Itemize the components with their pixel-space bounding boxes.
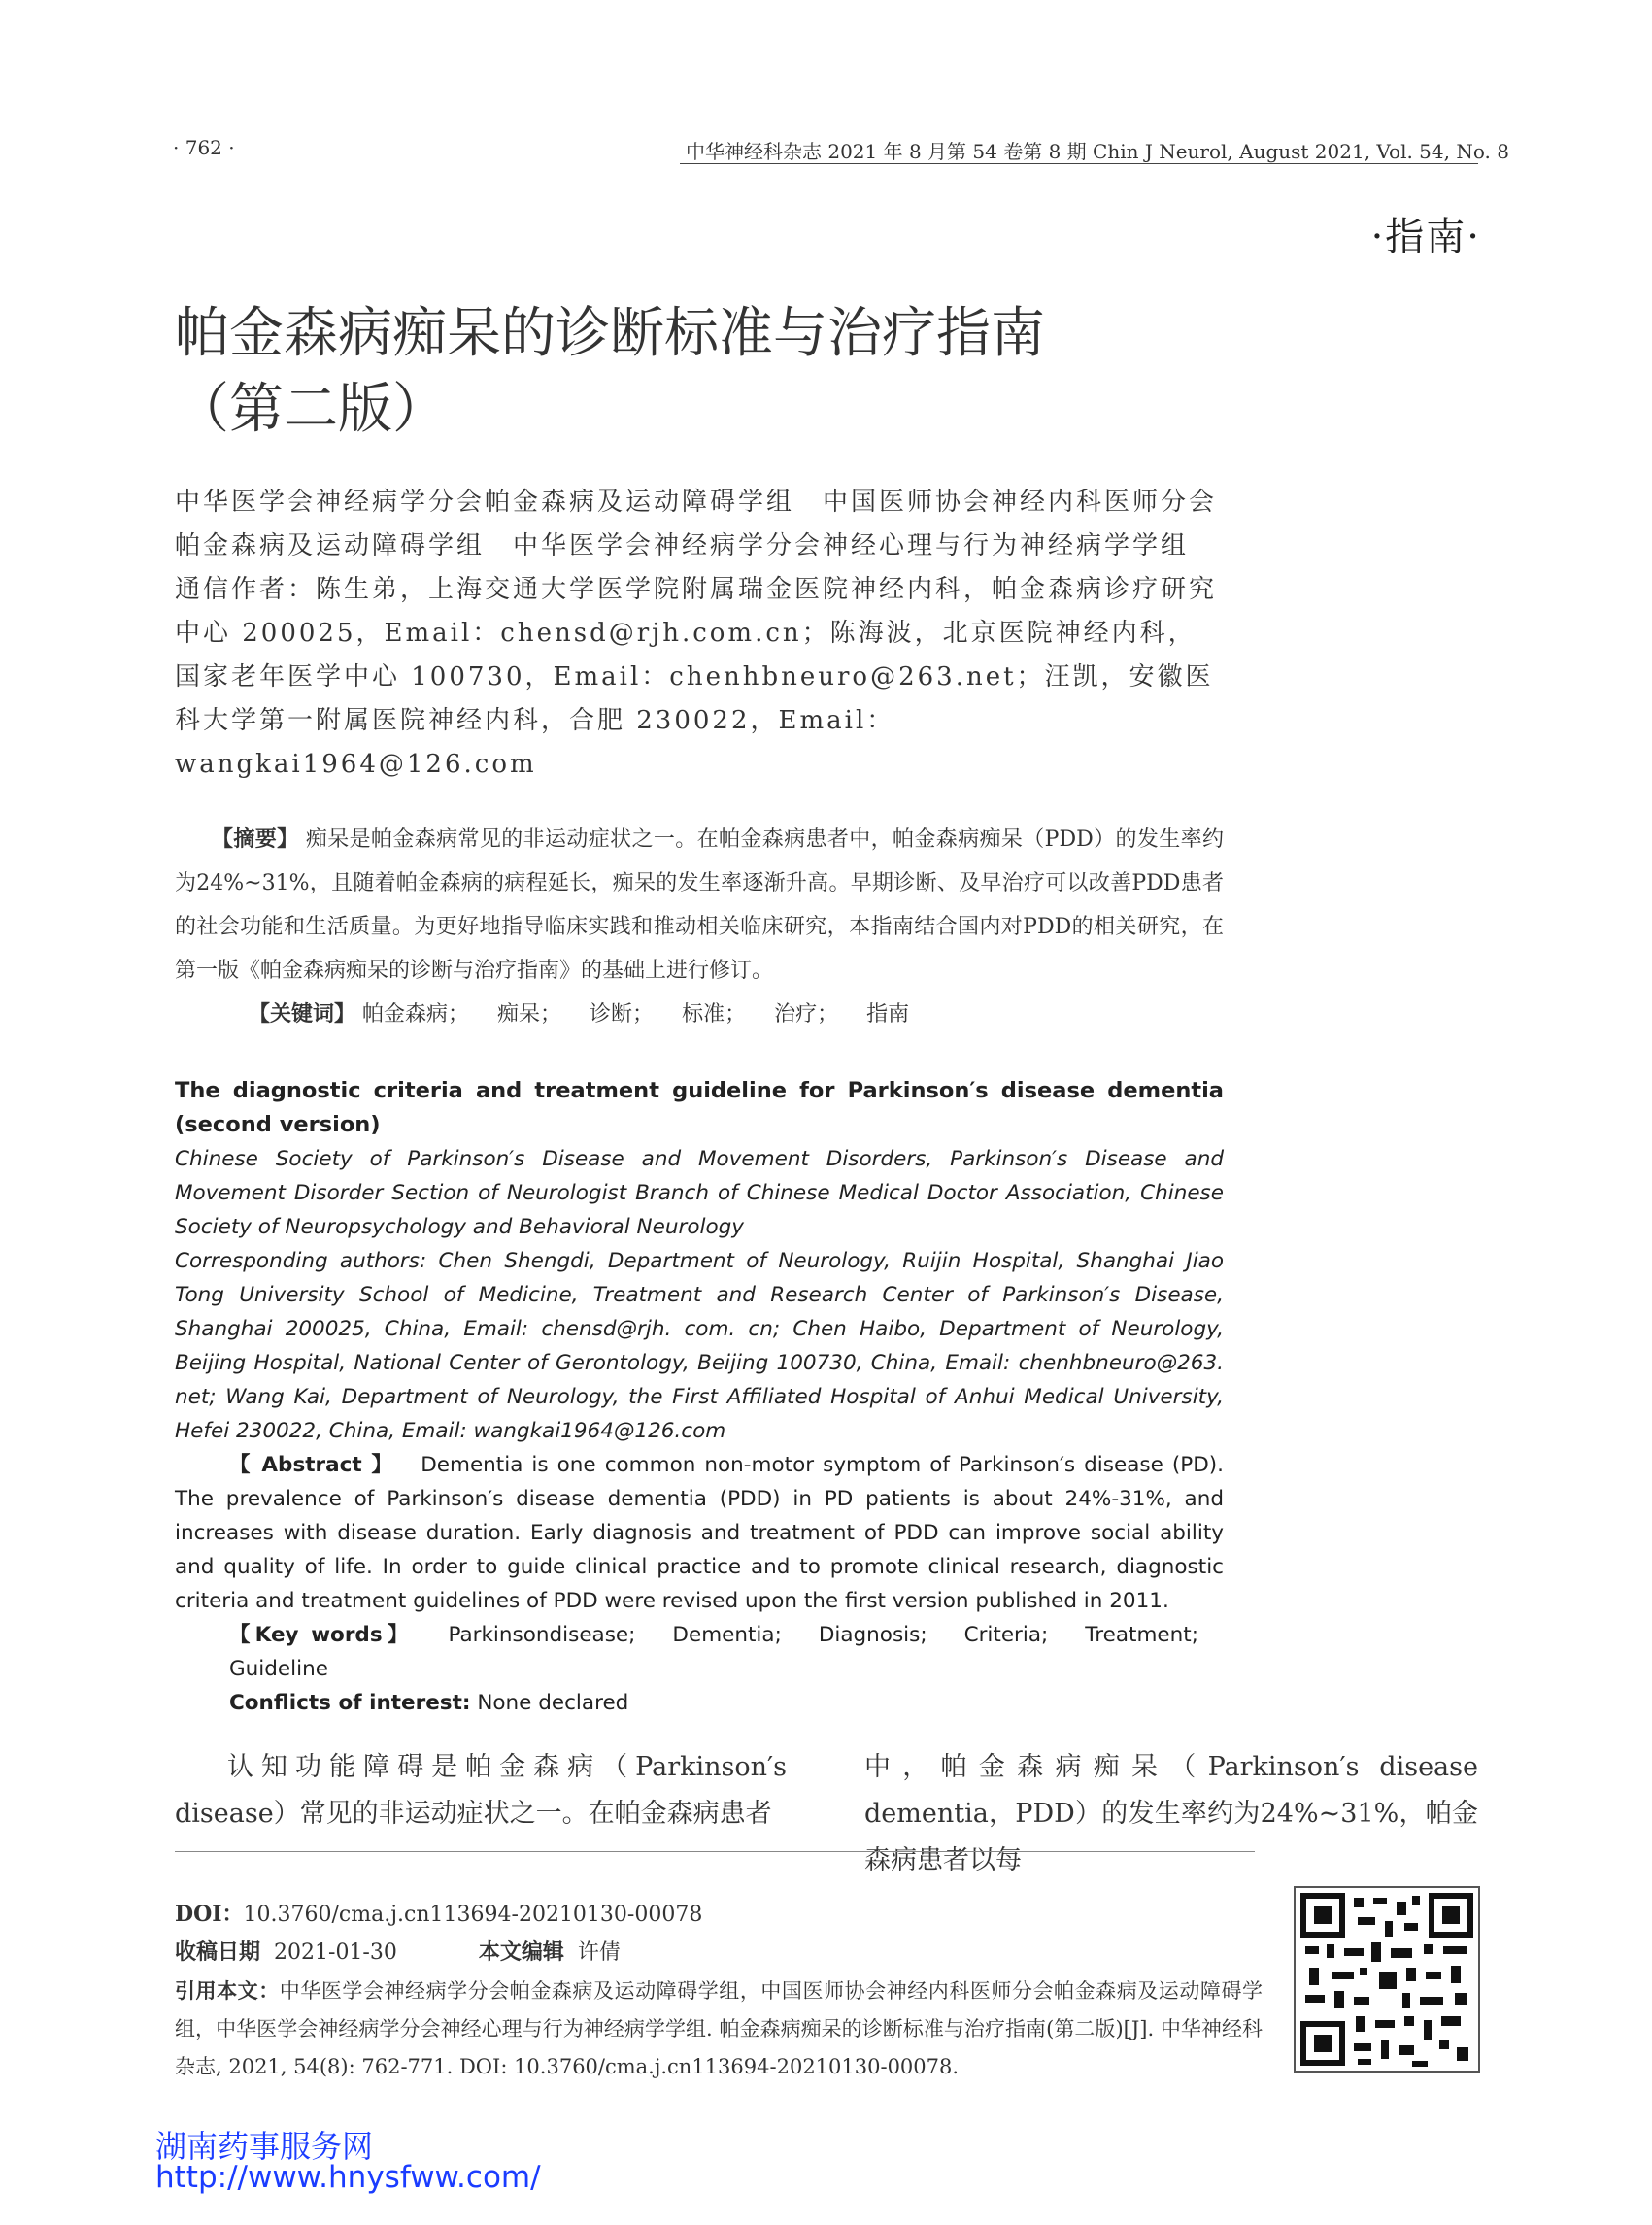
received-line (175, 1934, 1253, 1972)
english-abstract-label: 【 Abstract 】 (229, 1453, 395, 1477)
english-correspondence: Corresponding authors: Chen Shengdi, Department of Neurology, Ruijin Hospital, Shanghai Jiao Tong University School of Medicine, Treatment and Research Center of Parkinson′s Disease, Shanghai 200025, China, Email: chensd@rjh. com. cn; Chen Haibo, Department of Neurology, Beijing Hospital, National Center of Gerontology, Beijing 100730, China, Email: chenhbneuro@263. net; Wang Kai, Department of Neurology, the First Affiliated Hospital of Anhui Medical University, Hefei 230022, China, Email: wangkai1964@126.com (175, 1249, 1224, 1443)
keyword-cn: 标准； (682, 1002, 747, 1027)
page-number: · 762 · (173, 136, 235, 159)
qr-code-icon (1296, 1888, 1478, 2071)
footnote-rule (175, 1851, 1255, 1852)
journal-header: 中华神经科杂志 2021 年 8 月第 54 卷第 8 期 Chin J Neurol, August 2021, Vol. 54, No. 8 (686, 140, 1509, 163)
keywords-cn-label: 【关键词】 (249, 1001, 356, 1027)
keywords-cn (175, 993, 1224, 1036)
english-orgs: Chinese Society of Parkinson′s Disease and Movement Disorders, Parkinson′s Disease and Movement Disorder Section of Neurologist Branch of Chinese Medical Doctor Association, Chinese Society of Neuropsychology and Behavioral Neurology (175, 1147, 1224, 1239)
cite-text: 中华医学会神经病学分会帕金森病及运动障碍学组，中国医师协会神经内科医师分会帕金森病及运动障碍学组，中华医学会神经病学分会神经心理与行为神经病学学组. 帕金森病痴呆的诊断标准与治疗指南(第二版)[J]. 中华神经科杂志, 2021, 54(8): 762-771. DOI: 10.3760/cma.j.cn113694-20210130-00078. (175, 1979, 1264, 2078)
abstract-cn (175, 818, 1224, 1036)
keyword-cn: 治疗； (774, 1002, 839, 1027)
abstract-cn-label: 【摘要】 (212, 826, 299, 852)
english-keywords (175, 1618, 1224, 1686)
keyword-cn: 帕金森病； (362, 1002, 470, 1027)
conflicts-label: Conflicts of interest: (229, 1691, 471, 1715)
doi-value: 10.3760/cma.j.cn113694-20210130-00078 (243, 1903, 703, 1927)
keyword-cn: 诊断； (590, 1002, 655, 1027)
title-line-2: （第二版） (175, 378, 447, 441)
body-column-2: 中，帕金森病痴呆（Parkinson′s disease dementia，PDD）的发生率约为24%~31%，帕金森病患者以每 (864, 1752, 1478, 1875)
watermark-url[interactable]: http://www.hnysfww.com/ (155, 2160, 541, 2195)
doi-line (175, 1896, 1253, 1934)
author-orgs: 中华医学会神经病学分会帕金森病及运动障碍学组 中国医师协会神经内科医师分会帕金森病及运动障碍学组 中华医学会神经病学分会神经心理与行为神经病学学组 (175, 488, 1218, 560)
qr-code[interactable] (1294, 1886, 1480, 2073)
doi-label: DOI： (175, 1902, 244, 1927)
cite-label: 引用本文： (175, 1978, 280, 2003)
body-column-1: 认知功能障碍是帕金森病（Parkinson′s disease）常见的非运动症状之一。在帕金森病患者 (175, 1752, 787, 1829)
citation (175, 1972, 1263, 2086)
section-tag: ·指南· (1370, 215, 1481, 259)
english-abstract-text: Dementia is one common non-motor symptom of Parkinson′s disease (PD). The prevalence of Parkinson′s disease dementia (PDD) in PD patients is about 24%-31%, and increases with disease duration. Early diagnosis and treatment of PDD can improve social ability and quality of life. In order to guide clinical practice and to promote clinical research, diagnostic criteria and treatment guidelines of PDD were revised upon the first version published in 2011. (175, 1453, 1224, 1613)
keyword-en: Treatment; (1085, 1623, 1198, 1647)
keyword-en: Parkinsondisease; (448, 1623, 636, 1647)
abstract-cn-text: 痴呆是帕金森病常见的非运动症状之一。在帕金森病患者中，帕金森病痴呆（PDD）的发生率约为24%~31%，且随着帕金森病的病程延长，痴呆的发生率逐渐升高。早期诊断、及早治疗可以改善PDD患者的社会功能和生活质量。为更好地指导临床实践和推动相关临床研究，本指南结合国内对PDD的相关研究，在第一版《帕金森病痴呆的诊断与治疗指南》的基础上进行修订。 (175, 827, 1224, 983)
keyword-cn: 痴呆； (497, 1002, 562, 1027)
keyword-en: Diagnosis; (818, 1623, 927, 1647)
conflicts-line (175, 1686, 1224, 1720)
correspondence: 通信作者：陈生弟，上海交通大学医学院附属瑞金医院神经内科，帕金森病诊疗研究中心 200025，Email：chensd@rjh.com.cn；陈海波，北京医院神经内科，国家老年医学中心 100730，Email：chenhbneuro@263.net；汪凯，安徽医科大学第一附属医院神经内科，合肥 230022，Email：wangkai1964@126.com (175, 575, 1218, 779)
english-abstract (175, 1448, 1224, 1618)
article-title (175, 296, 1045, 448)
received-value: 2021-01-30 (274, 1940, 397, 1965)
keyword-cn: 指南 (866, 1002, 910, 1027)
abstract-cn-paragraph (175, 818, 1224, 993)
author-block (175, 481, 1224, 787)
english-title: The diagnostic criteria and treatment guideline for Parkinson′s disease dementia (second version) (175, 1078, 1224, 1137)
english-keywords-label: 【Key words】 (229, 1623, 414, 1647)
editor-value: 许倩 (577, 1940, 621, 1965)
conflicts-text: None declared (477, 1691, 629, 1715)
keyword-en: Dementia; (672, 1623, 782, 1647)
header-rule (680, 163, 1478, 164)
english-abstract-block (175, 1074, 1224, 1720)
received-label: 收稿日期 (175, 1939, 261, 1965)
keyword-en: Guideline (229, 1657, 328, 1681)
keyword-en: Criteria; (963, 1623, 1049, 1647)
watermark-site-name: 湖南药事服务网 (155, 2128, 374, 2165)
editor-label: 本文编辑 (478, 1939, 564, 1965)
title-line-1: 帕金森病痴呆的诊断标准与治疗指南 (175, 302, 1045, 365)
